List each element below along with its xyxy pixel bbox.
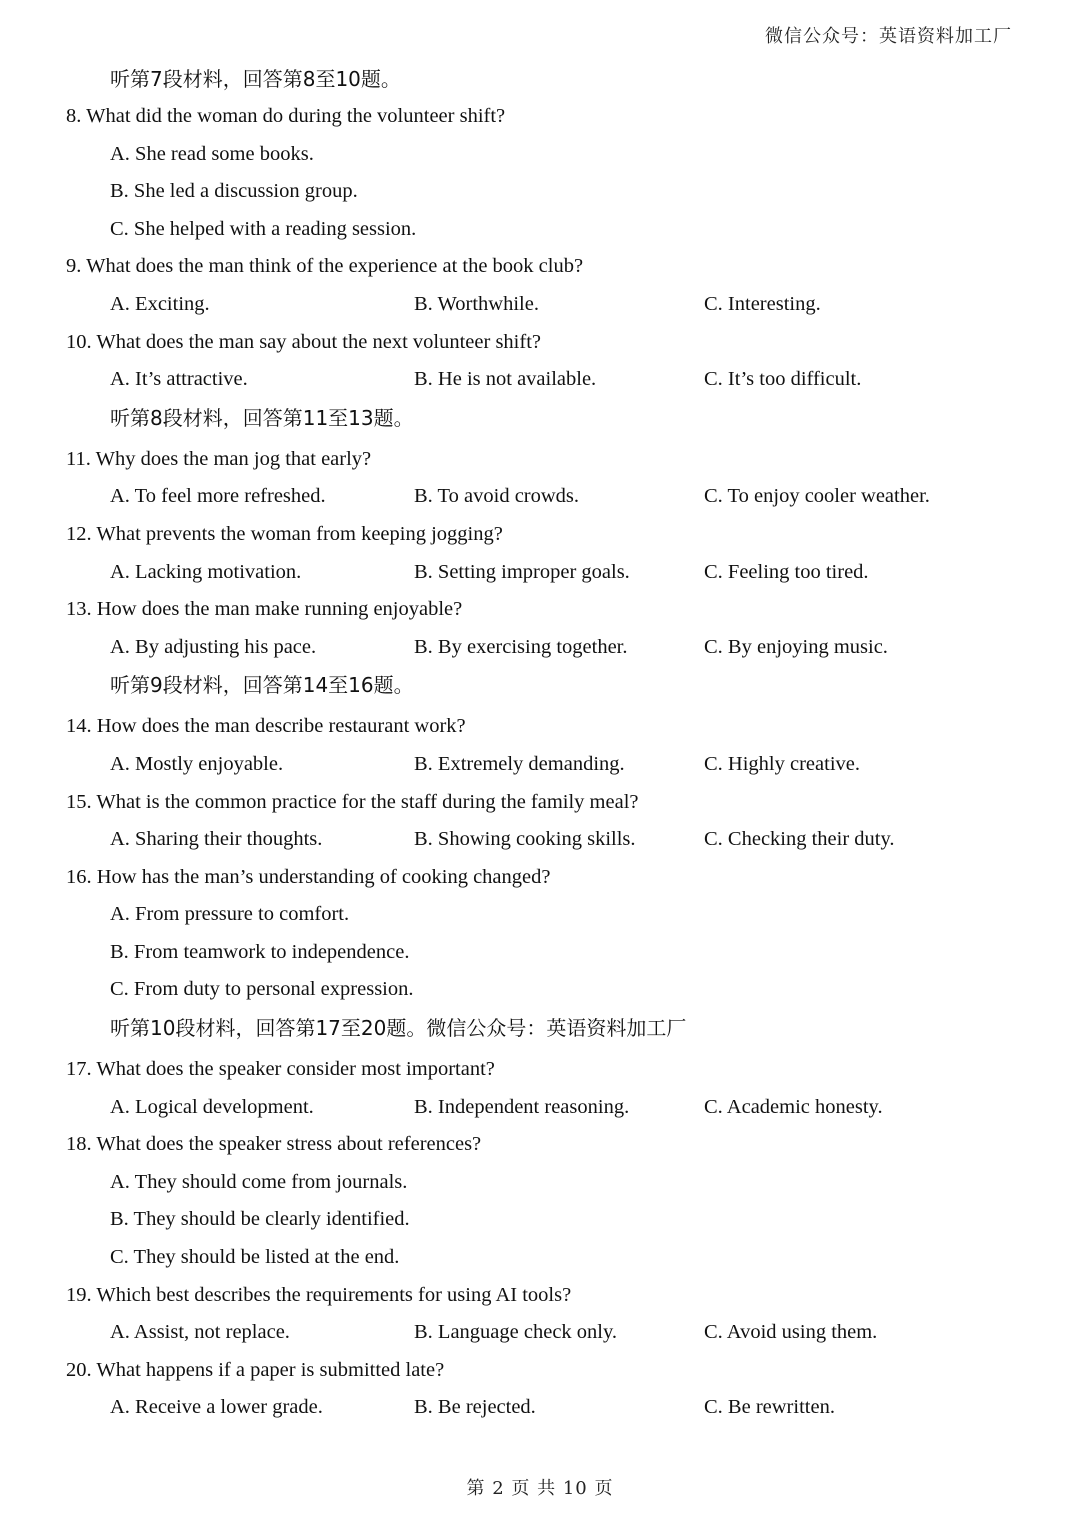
- options-row: [0, 746, 1080, 784]
- answer-option: B. She led a discussion group.: [110, 180, 358, 203]
- question-list: [0, 60, 1080, 1427]
- answer-option: C. Checking their duty.: [704, 828, 895, 851]
- answer-option: A. Mostly enjoyable.: [110, 752, 284, 775]
- question-stem: 10. What does the man say about the next volunteer shift?: [66, 330, 541, 353]
- page-footer: 第 2 页 共 10 页: [466, 1478, 614, 1499]
- answer-option: C. Academic honesty.: [704, 1095, 883, 1118]
- answer-option: B. Be rejected.: [414, 1396, 536, 1419]
- section-intro: 听第7段材料，回答第8至10题。: [110, 67, 401, 91]
- answer-option: A. They should come from journals.: [110, 1170, 408, 1193]
- answer-option: B. Independent reasoning.: [414, 1095, 630, 1118]
- options-row: [0, 478, 1080, 516]
- question-stem: 18. What does the speaker stress about references?: [66, 1133, 482, 1156]
- question-stem: 9. What does the man think of the experience at the book club?: [66, 255, 584, 278]
- section-intro: 听第8段材料，回答第11至13题。: [110, 405, 414, 430]
- options-row: [0, 1089, 1080, 1127]
- question-stem: 16. How has the man’s understanding of cooking changed?: [66, 865, 551, 888]
- answer-option: C. Highly creative.: [704, 752, 860, 775]
- answer-option: C. It’s too difficult.: [704, 368, 862, 391]
- answer-option: A. From pressure to comfort.: [110, 903, 350, 926]
- question-stem: 14. How does the man describe restaurant work?: [66, 715, 466, 738]
- section-intro: 听第10段材料，回答第17至20题。微信公众号：英语资料加工厂: [110, 1016, 687, 1041]
- answer-option: A. She read some books.: [110, 142, 314, 165]
- answer-option: B. Setting improper goals.: [414, 560, 630, 583]
- answer-option: C. Be rewritten.: [704, 1396, 835, 1419]
- answer-option: B. By exercising together.: [414, 635, 628, 658]
- answer-option: A. Assist, not replace.: [110, 1321, 290, 1344]
- answer-option: B. Showing cooking skills.: [414, 828, 636, 851]
- answer-option: C. Feeling too tired.: [704, 560, 869, 583]
- answer-option: B. He is not available.: [414, 368, 597, 391]
- question-stem: 19. Which best describes the requirements for using AI tools?: [66, 1283, 572, 1306]
- answer-option: A. Exciting.: [110, 292, 210, 315]
- answer-option: B. From teamwork to independence.: [110, 940, 410, 963]
- answer-option: A. By adjusting his pace.: [110, 635, 317, 658]
- answer-option: B. Extremely demanding.: [414, 752, 625, 775]
- options-row: [0, 821, 1080, 859]
- page-header: 微信公众号：英语资料加工厂: [765, 26, 1012, 47]
- answer-option: A. It’s attractive.: [110, 368, 248, 391]
- answer-option: C. From duty to personal expression.: [110, 978, 414, 1001]
- options-row: [0, 361, 1080, 399]
- answer-option: A. Receive a lower grade.: [110, 1396, 323, 1419]
- options-row: [0, 286, 1080, 324]
- answer-option: C. Avoid using them.: [704, 1321, 878, 1344]
- answer-option: B. To avoid crowds.: [414, 485, 580, 508]
- answer-option: B. Language check only.: [414, 1321, 618, 1344]
- answer-option: C. They should be listed at the end.: [110, 1246, 400, 1269]
- question-stem: 8. What did the woman do during the volunteer shift?: [66, 105, 506, 127]
- question-stem: 20. What happens if a paper is submitted late?: [66, 1358, 445, 1381]
- question-stem: 17. What does the speaker consider most important?: [66, 1058, 495, 1081]
- options-row: [0, 1314, 1080, 1352]
- answer-option: A. Logical development.: [110, 1095, 314, 1118]
- answer-option: C. Interesting.: [704, 292, 821, 315]
- options-row: [0, 629, 1080, 667]
- question-stem: 11. Why does the man jog that early?: [66, 447, 372, 470]
- question-stem: 15. What is the common practice for the staff during the family meal?: [66, 790, 639, 813]
- answer-option: A. Sharing their thoughts.: [110, 828, 323, 851]
- answer-option: C. To enjoy cooler weather.: [704, 485, 930, 508]
- section-intro: 听第9段材料，回答第14至16题。: [110, 673, 414, 698]
- answer-option: B. They should be clearly identified.: [110, 1208, 410, 1231]
- options-row: [0, 1389, 1080, 1427]
- question-stem: 13. How does the man make running enjoyable?: [66, 598, 463, 621]
- answer-option: C. By enjoying music.: [704, 635, 888, 658]
- options-row: [0, 554, 1080, 592]
- answer-option: A. Lacking motivation.: [110, 560, 302, 583]
- answer-option: B. Worthwhile.: [414, 292, 539, 315]
- question-stem: 12. What prevents the woman from keeping jogging?: [66, 522, 503, 545]
- answer-option: A. To feel more refreshed.: [110, 485, 326, 508]
- answer-option: C. She helped with a reading session.: [110, 217, 417, 240]
